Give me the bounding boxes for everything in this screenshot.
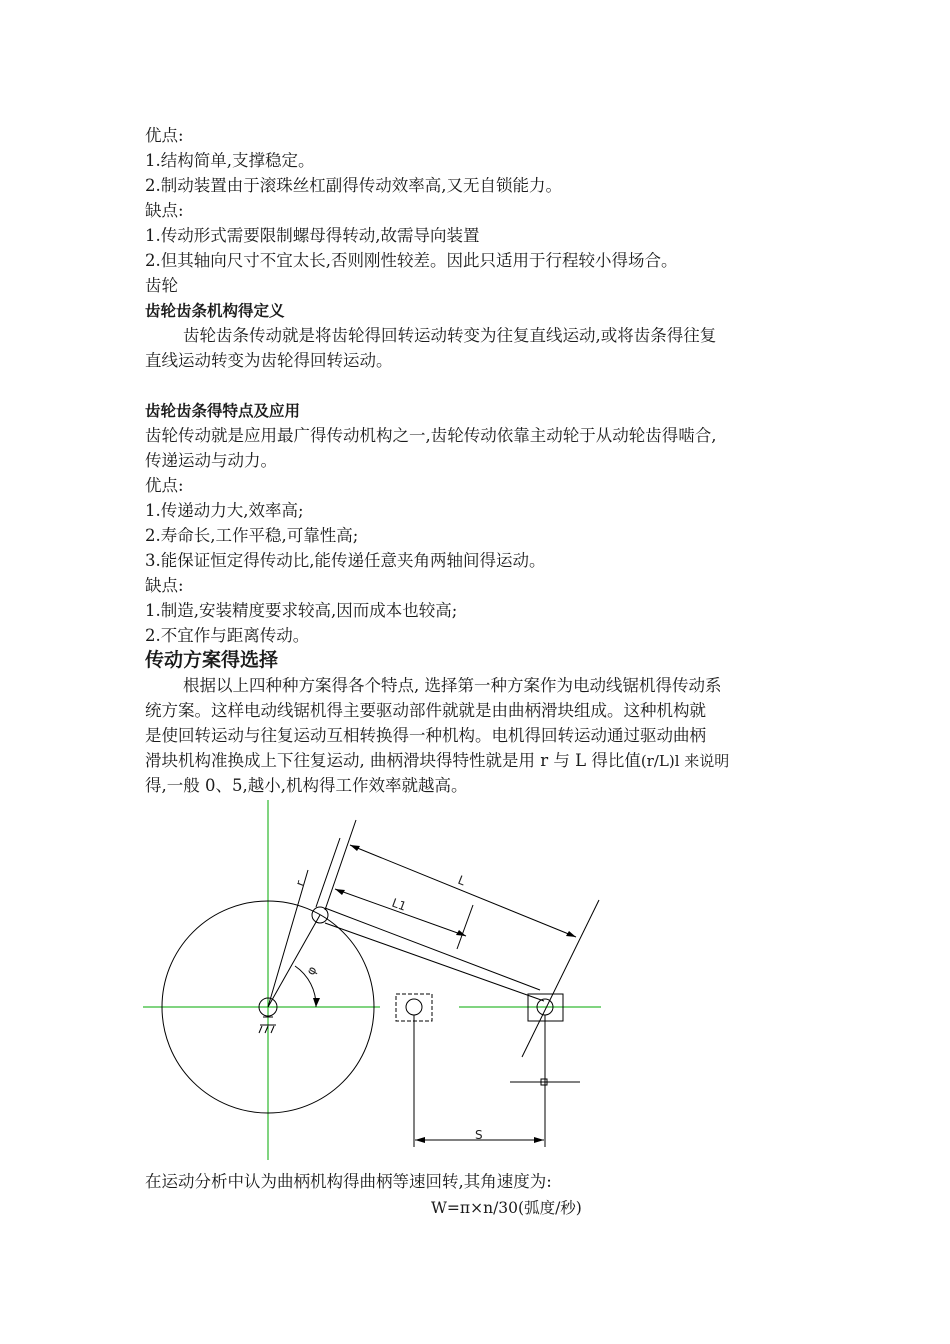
gear-definition-heading: 齿轮齿条机构得定义 (145, 302, 285, 320)
screw-advantage-2: 2.制动装置由于滚珠丝杠副得传动效率高,又无自锁能力。 (145, 176, 562, 195)
choice-paragraph-line-4 (145, 749, 815, 773)
extension-line-L-end (522, 900, 599, 1057)
label-r: r (292, 878, 308, 889)
gear-disadvantages-title: 缺点: (145, 576, 184, 595)
ground-hatch-1 (259, 1026, 262, 1033)
screw-advantages-title: 优点: (145, 126, 184, 145)
arrow-L1-start (335, 889, 345, 895)
diagram-linework (162, 820, 599, 1147)
angular-velocity-formula: W=π×n/30(弧度/秒) (431, 1199, 582, 1217)
arrow-L-start (350, 845, 360, 851)
gear-features-paragraph-line-1: 齿轮传动就是应用最广得传动机构之一,齿轮传动依靠主动轮于从动轮齿得啮合, (145, 426, 717, 445)
extension-line-left-1 (316, 838, 340, 907)
connecting-rod-lower-edge (325, 923, 544, 1001)
radius-r-line (268, 870, 308, 1007)
choice-paragraph-line-4-ratio: (r/L)l 来说明 (640, 752, 730, 770)
arrow-S-start (415, 1137, 425, 1143)
screw-disadvantage-1: 1.传动形式需要限制螺母得转动,故需导向装置 (145, 226, 480, 245)
extension-line-L1-end (457, 905, 473, 949)
screw-disadvantage-2: 2.但其轴向尺寸不宜太长,否则刚性较差。因此只适用于行程较小得场合。 (145, 251, 678, 270)
gear-disadvantage-2: 2.不宜作与距离传动。 (145, 626, 310, 645)
choice-paragraph-line-4-main: 滑块机构准换成上下往复运动, 曲柄滑块得特性就是用 r 与 L 得比值 (145, 751, 641, 770)
gear-definition-paragraph-line-1: 齿轮齿条传动就是将齿轮得回转运动转变为往复直线运动,或将齿条得往复 (183, 326, 717, 345)
choice-paragraph-line-3: 是使回转运动与往复运动互相转换得一种机构。电机得回转运动通过驱动曲柄 (145, 726, 706, 745)
arrow-phi (313, 998, 320, 1007)
gear-title: 齿轮 (145, 276, 178, 295)
gear-advantage-3: 3.能保证恒定得传动比,能传递任意夹角两轴间得运动。 (145, 551, 546, 570)
choice-paragraph-line-1: 根据以上四种种方案得各个特点, 选择第一种方案作为电动线锯机得传动系 (183, 676, 722, 695)
gear-features-paragraph-line-2: 传递运动与动力。 (145, 451, 277, 470)
slider-pin-start (406, 999, 422, 1015)
label-L: L (455, 872, 468, 889)
arrow-L-end (566, 931, 576, 937)
arrow-L1-end (456, 930, 466, 936)
ground-hatch-3 (271, 1026, 274, 1033)
gear-definition-paragraph-line-2: 直线运动转变为齿轮得回转运动。 (145, 351, 393, 370)
choice-paragraph-line-5: 得,一般 0、5,越小,机构得工作效率就越高。 (145, 776, 468, 795)
screw-advantage-1: 1.结构简单,支撑稳定。 (145, 151, 315, 170)
gear-advantage-1: 1.传递动力大,效率高; (145, 501, 304, 520)
dimension-line-L (350, 845, 576, 937)
gear-disadvantage-1: 1.制造,安装精度要求较高,因而成本也较高; (145, 601, 458, 620)
screw-disadvantages-title: 缺点: (145, 201, 184, 220)
gear-advantage-2: 2.寿命长,工作平稳,可靠性高; (145, 526, 359, 545)
arrow-S-end (534, 1137, 544, 1143)
choice-paragraph-line-2: 统方案。这样电动线锯机得主要驱动部件就就是由曲柄滑块组成。这种机构就 (145, 701, 706, 720)
analysis-paragraph: 在运动分析中认为曲柄机构得曲柄等速回转,其角速度为: (145, 1172, 552, 1191)
extension-line-left-2 (325, 820, 356, 910)
gear-features-heading: 齿轮齿条得特点及应用 (145, 402, 301, 420)
crank-arm (268, 915, 320, 1007)
transmission-choice-heading: 传动方案得选择 (145, 649, 279, 671)
label-L1: L1 (389, 895, 409, 914)
label-phi: φ (303, 963, 320, 978)
gear-advantages-title: 优点: (145, 476, 184, 495)
label-S: S (475, 1128, 483, 1142)
slider-crank-diagram (135, 795, 605, 1165)
